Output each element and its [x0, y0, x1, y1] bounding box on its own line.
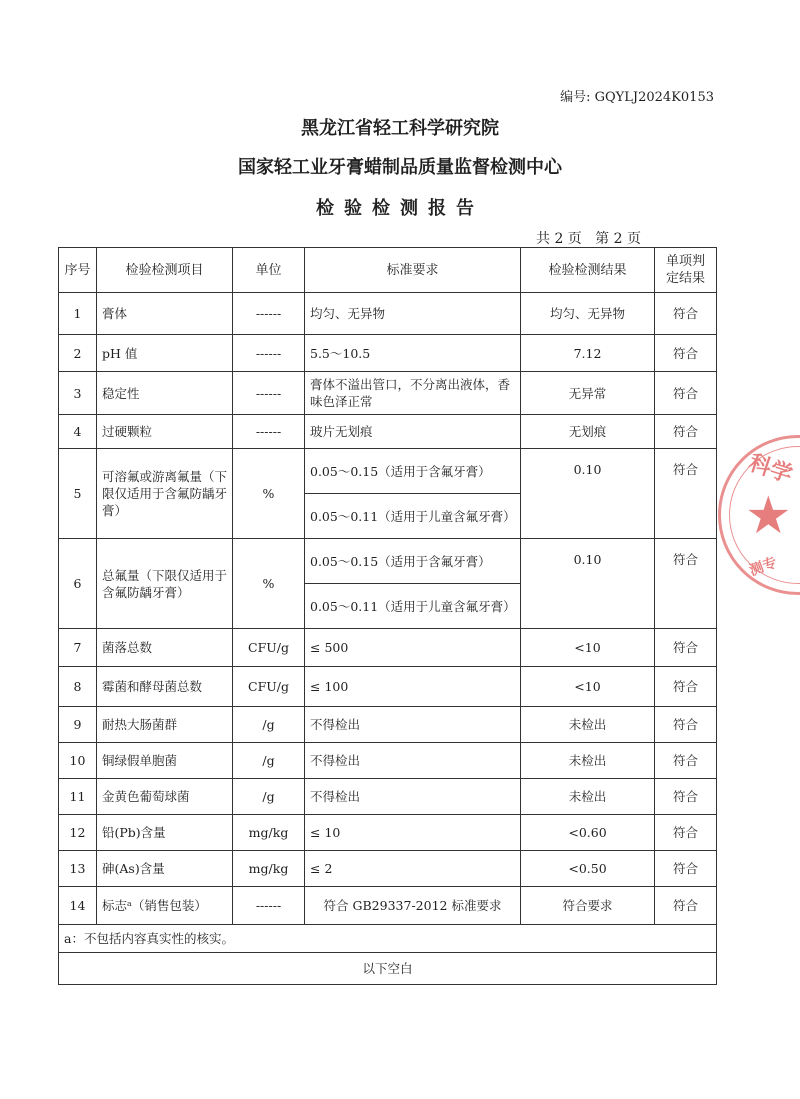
row-standard: ≤ 100	[305, 667, 521, 707]
row-unit: CFU/g	[233, 667, 305, 707]
row-no: 13	[59, 851, 97, 887]
total-pages: 共 2 页	[536, 231, 582, 247]
row-verdict: 符合	[655, 449, 717, 539]
seal-text-top: 科学	[745, 449, 796, 489]
row-unit: ------	[233, 415, 305, 449]
row-verdict: 符合	[655, 415, 717, 449]
row-result: 0.10	[521, 449, 655, 539]
row-verdict: 符合	[655, 629, 717, 667]
row-unit: %	[233, 539, 305, 629]
row-no: 4	[59, 415, 97, 449]
row-verdict: 符合	[655, 887, 717, 925]
row-unit: ------	[233, 335, 305, 372]
row-no: 2	[59, 335, 97, 372]
row-item: 砷(As)含量	[97, 851, 233, 887]
row-standard: 符合 GB29337-2012 标准要求	[305, 887, 521, 925]
row-standard-secondary: 0.05～0.11（适用于儿童含氟牙膏）	[305, 494, 521, 539]
header-item: 检验检测项目	[97, 248, 233, 293]
row-standard: ≤ 500	[305, 629, 521, 667]
seal-star-icon: ★	[745, 486, 792, 546]
table-row	[59, 335, 717, 372]
row-standard: 不得检出	[305, 743, 521, 779]
table-row	[59, 415, 717, 449]
report-title: 检验检测报告	[316, 198, 484, 219]
row-item: 铜绿假单胞菌	[97, 743, 233, 779]
table-row	[59, 779, 717, 815]
row-standard: 膏体不溢出管口，不分离出液体，香味色泽正常	[305, 372, 521, 415]
row-result: <0.50	[521, 851, 655, 887]
row-verdict: 符合	[655, 779, 717, 815]
row-unit: mg/kg	[233, 851, 305, 887]
row-item: 耐热大肠菌群	[97, 707, 233, 743]
row-no: 11	[59, 779, 97, 815]
table-row	[59, 293, 717, 335]
row-item: 霉菌和酵母菌总数	[97, 667, 233, 707]
row-item: 膏体	[97, 293, 233, 335]
row-result: 均匀、无异物	[521, 293, 655, 335]
table-row	[59, 667, 717, 707]
row-no: 7	[59, 629, 97, 667]
row-result: 0.10	[521, 539, 655, 629]
row-result: 符合要求	[521, 887, 655, 925]
row-standard: ≤ 10	[305, 815, 521, 851]
table-row	[59, 851, 717, 887]
table-header-row	[59, 248, 717, 293]
row-result: 未检出	[521, 707, 655, 743]
row-no: 12	[59, 815, 97, 851]
row-standard: 0.05～0.15（适用于含氟牙膏）	[305, 539, 521, 584]
row-no: 9	[59, 707, 97, 743]
table-row	[59, 372, 717, 415]
row-standard: 不得检出	[305, 779, 521, 815]
header-standard: 标准要求	[305, 248, 521, 293]
document-number: 编号: GQYLJ2024K0153	[560, 90, 714, 105]
row-result: 未检出	[521, 779, 655, 815]
header-unit: 单位	[233, 248, 305, 293]
row-result: 无划痕	[521, 415, 655, 449]
header-seq: 序号	[59, 248, 97, 293]
table-row	[59, 743, 717, 779]
row-item: 铅(Pb)含量	[97, 815, 233, 851]
row-no: 14	[59, 887, 97, 925]
row-item: pH 值	[97, 335, 233, 372]
row-standard: ≤ 2	[305, 851, 521, 887]
row-verdict: 符合	[655, 293, 717, 335]
center-title: 国家轻工业牙膏蜡制品质量监督检测中心	[238, 157, 562, 178]
row-item: 稳定性	[97, 372, 233, 415]
row-verdict: 符合	[655, 815, 717, 851]
current-page: 第 2 页	[595, 231, 641, 247]
footnote-row	[59, 925, 717, 953]
row-item: 过硬颗粒	[97, 415, 233, 449]
header-result: 检验检测结果	[521, 248, 655, 293]
row-item: 金黄色葡萄球菌	[97, 779, 233, 815]
header-verdict: 单项判定结果	[655, 248, 717, 293]
table-row	[59, 539, 717, 584]
row-standard: 玻片无划痕	[305, 415, 521, 449]
row-standard: 不得检出	[305, 707, 521, 743]
footnote: a：不包括内容真实性的核实。	[59, 925, 717, 953]
row-standard: 0.05～0.15（适用于含氟牙膏）	[305, 449, 521, 494]
row-unit: %	[233, 449, 305, 539]
row-unit: /g	[233, 779, 305, 815]
row-item: 可溶氟或游离氟量（下限仅适用于含氟防龋牙膏）	[97, 449, 233, 539]
row-no: 1	[59, 293, 97, 335]
row-result: <0.60	[521, 815, 655, 851]
row-verdict: 符合	[655, 539, 717, 629]
official-seal	[718, 435, 800, 595]
row-no: 6	[59, 539, 97, 629]
row-no: 10	[59, 743, 97, 779]
row-verdict: 符合	[655, 707, 717, 743]
table-row	[59, 707, 717, 743]
row-verdict: 符合	[655, 667, 717, 707]
row-unit: mg/kg	[233, 815, 305, 851]
row-standard-secondary: 0.05～0.11（适用于儿童含氟牙膏）	[305, 584, 521, 629]
row-standard: 均匀、无异物	[305, 293, 521, 335]
row-result: 无异常	[521, 372, 655, 415]
row-item: 总氟量（下限仅适用于含氟防龋牙膏）	[97, 539, 233, 629]
inspection-table	[58, 247, 717, 985]
table-row	[59, 815, 717, 851]
row-result: 未检出	[521, 743, 655, 779]
blank-note: 以下空白	[59, 953, 717, 985]
row-unit: ------	[233, 293, 305, 335]
row-no: 3	[59, 372, 97, 415]
page-indicator	[536, 228, 641, 248]
seal-text-bottom: 测专	[747, 554, 780, 580]
row-result: <10	[521, 629, 655, 667]
organization-title: 黑龙江省轻工科学研究院	[301, 118, 499, 139]
row-unit: /g	[233, 743, 305, 779]
row-verdict: 符合	[655, 743, 717, 779]
table-row	[59, 887, 717, 925]
table-row	[59, 449, 717, 494]
row-unit: CFU/g	[233, 629, 305, 667]
row-standard: 5.5～10.5	[305, 335, 521, 372]
blank-row	[59, 953, 717, 985]
row-verdict: 符合	[655, 335, 717, 372]
table-row	[59, 629, 717, 667]
row-unit: /g	[233, 707, 305, 743]
row-no: 8	[59, 667, 97, 707]
row-unit: ------	[233, 372, 305, 415]
row-result: <10	[521, 667, 655, 707]
row-verdict: 符合	[655, 851, 717, 887]
row-unit: ------	[233, 887, 305, 925]
row-item: 菌落总数	[97, 629, 233, 667]
row-verdict: 符合	[655, 372, 717, 415]
row-item: 标志ᵃ（销售包装）	[97, 887, 233, 925]
row-result: 7.12	[521, 335, 655, 372]
row-no: 5	[59, 449, 97, 539]
